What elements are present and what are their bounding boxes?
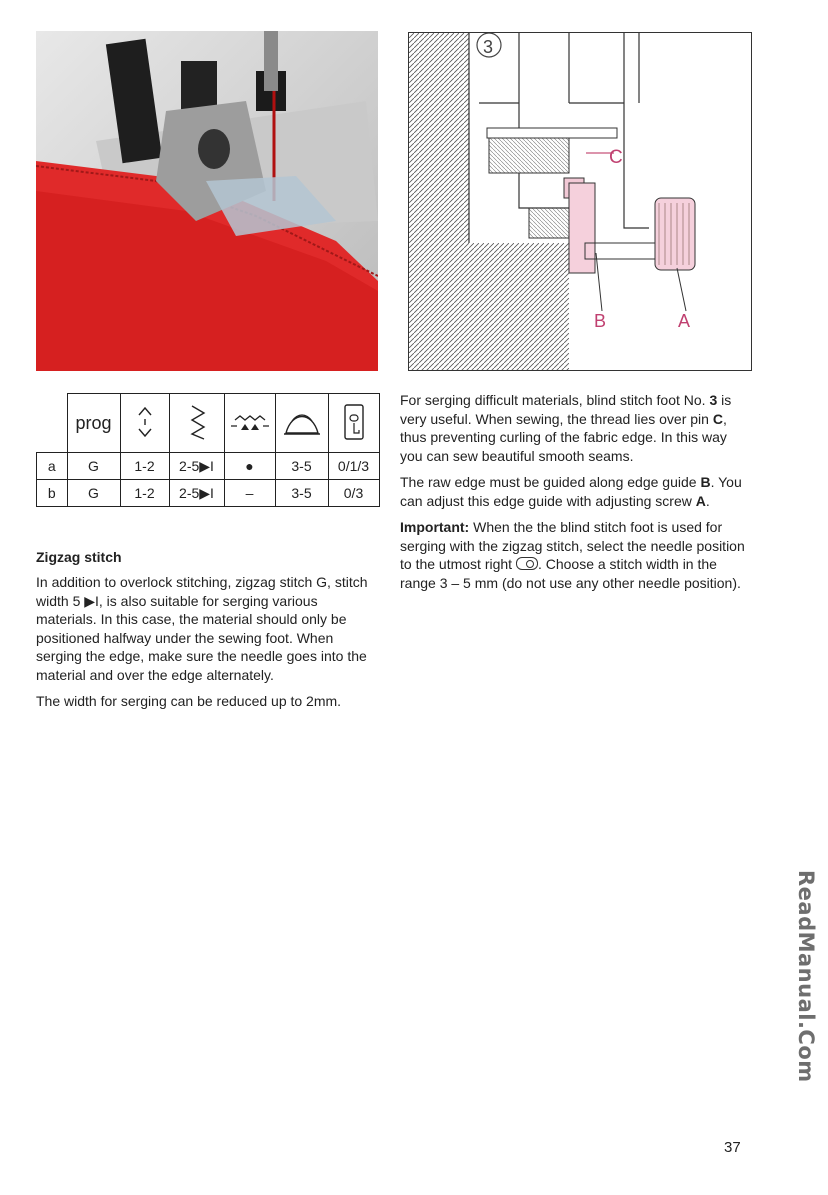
row-label: a xyxy=(37,453,68,480)
width-cell: 2-5▶I xyxy=(169,480,224,507)
prog-cell: G xyxy=(67,453,120,480)
sewing-photo xyxy=(36,31,378,371)
stitch-settings-table xyxy=(36,393,380,507)
paragraph: The width for serging can be reduced up to 2mm. xyxy=(36,693,342,709)
needle-position-right-icon xyxy=(516,557,538,570)
right-column xyxy=(400,391,745,600)
tension-icon xyxy=(282,407,322,437)
label-a: A xyxy=(678,311,691,331)
paragraph: The raw edge must be guided along edge guide B. You can adjust this edge guide with adjusting screw A. xyxy=(400,474,742,509)
blind-stitch-foot-diagram xyxy=(408,32,752,371)
needle-position-icon xyxy=(135,405,155,439)
foot-number-label: 3 xyxy=(483,37,494,57)
presser-foot-icon xyxy=(342,403,366,441)
watermark xyxy=(793,870,817,1130)
stitch-length-icon xyxy=(231,408,269,436)
label-b: B xyxy=(594,311,607,331)
paragraph: Important: When the the blind stitch foot is used for serging with the zigzag stitch, select the needle position to the utmost right . Choose a stitch width in the range 3 – 5 mm (do not use any other needle position). xyxy=(400,519,745,591)
left-column xyxy=(36,573,372,719)
paragraph: In addition to overlock stitching, zigzag stitch G, stitch width 5 ▶I, is also suitable for serging various materials. In this case, the material should only be positioned halfway under the sewing foot. When serging the edge, make sure the needle goes into the material and over the edge alternately. xyxy=(36,574,368,683)
paragraph: For serging difficult materials, blind stitch foot No. 3 is very useful. When sewing, the thread lies over pin C, thus preventing curling of the fabric edge. In this way you can sew beautiful smooth seams. xyxy=(400,392,732,464)
table-row xyxy=(37,453,380,480)
svg-text:ReadManual.Com: ReadManual.Com xyxy=(794,870,817,1083)
table-row xyxy=(37,480,380,507)
page-number: 37 xyxy=(724,1139,741,1156)
tension-cell: 3-5 xyxy=(275,453,328,480)
prog-cell: G xyxy=(67,480,120,507)
tension-cell: 3-5 xyxy=(275,480,328,507)
position-cell: 1-2 xyxy=(120,453,169,480)
label-c: C xyxy=(609,147,623,168)
length-cell: – xyxy=(224,480,275,507)
position-cell: 1-2 xyxy=(120,480,169,507)
table-header-row xyxy=(37,394,380,453)
row-label: b xyxy=(37,480,68,507)
important-label: Important: xyxy=(400,519,470,535)
width-cell: 2-5▶I xyxy=(169,453,224,480)
foot-cell: 0/1/3 xyxy=(328,453,379,480)
stitch-width-icon xyxy=(186,403,208,441)
length-cell: ● xyxy=(224,453,275,480)
foot-cell: 0/3 xyxy=(328,480,379,507)
prog-header: prog xyxy=(67,394,120,453)
section-heading: Zigzag stitch xyxy=(36,549,122,565)
